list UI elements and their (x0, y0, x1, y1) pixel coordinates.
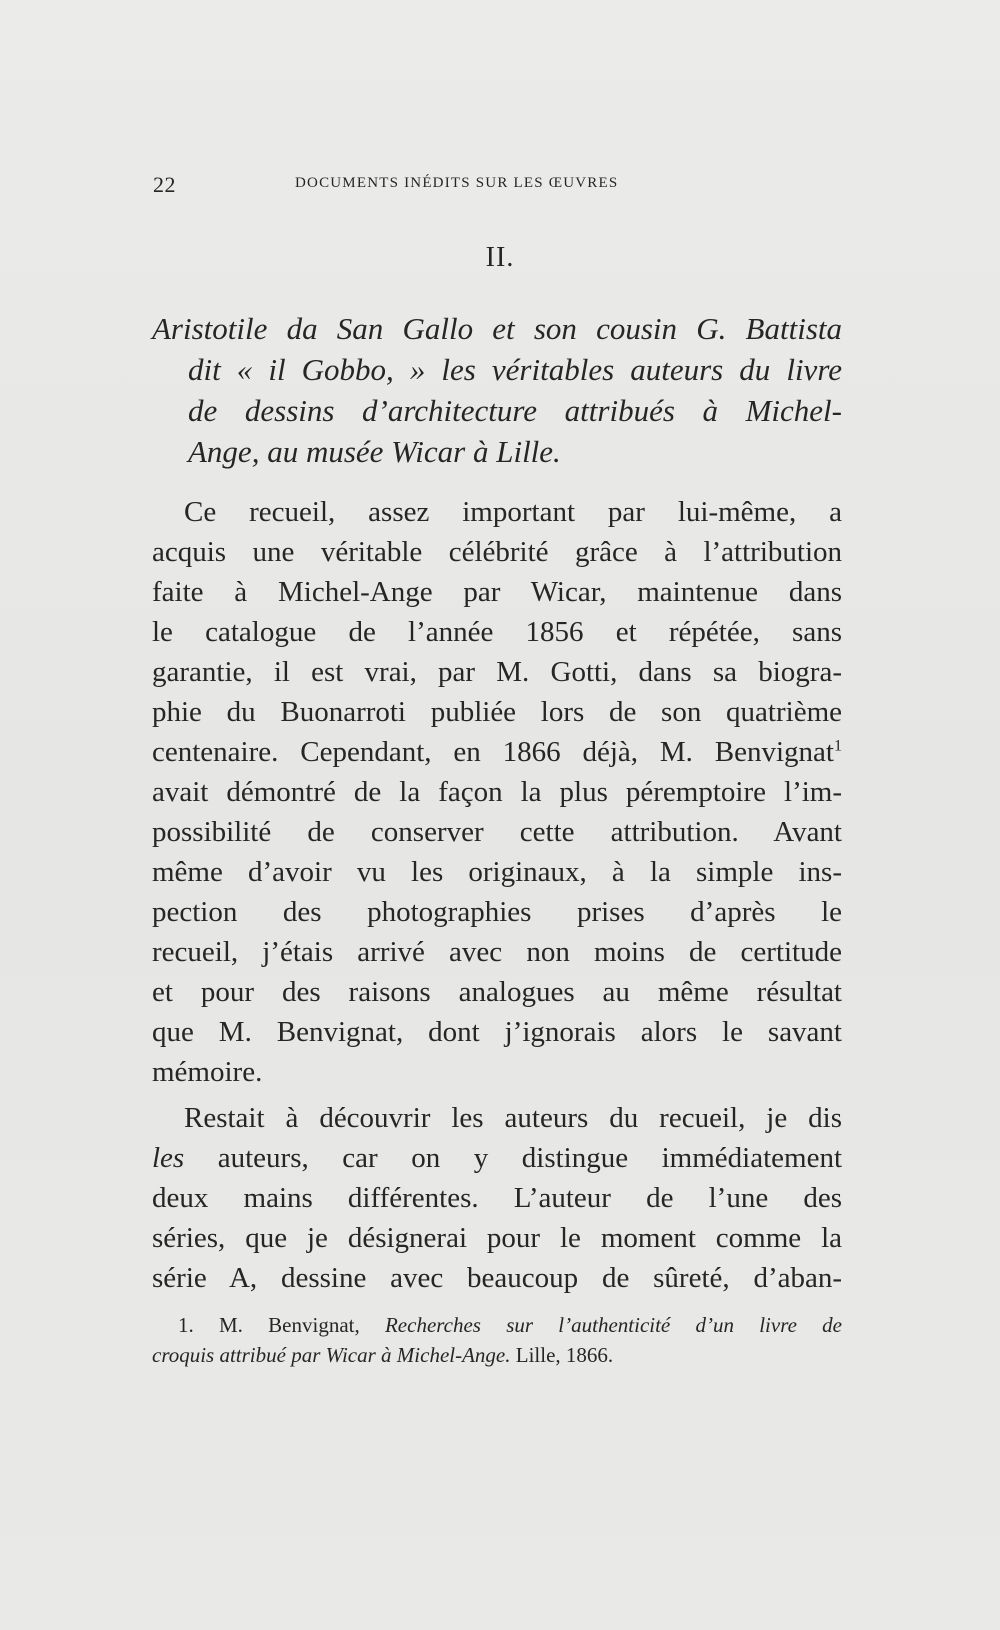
text-line: même d’avoir vu les originaux, à la simple ins- (152, 856, 842, 888)
text-line (152, 1138, 842, 1178)
footnote-suffix: Lille, 1866. (510, 1343, 614, 1367)
text-line: possibilité de conserver cette attribution. Avant (152, 816, 842, 848)
text-line: séries, que je désignerai pour le moment comme la (152, 1222, 842, 1254)
page-header (153, 172, 731, 212)
paragraph-1 (152, 492, 842, 1092)
footnote-prefix: 1. M. Benvignat, (178, 1313, 385, 1337)
text-line: pection des photographies prises d’après le (152, 896, 842, 928)
text-segment-italic: les (152, 1142, 185, 1174)
footnote-title-part: croquis attribué par Wicar à Michel-Ange. (152, 1343, 511, 1367)
text-line: le catalogue de l’année 1856 et répétée, sans (152, 616, 842, 648)
text-line: avait démontré de la façon la plus péremptoire l’im- (152, 776, 842, 808)
text-line: acquis une véritable célébrité grâce à l’attribution (152, 536, 842, 568)
text-line: que M. Benvignat, dont j’ignorais alors le savant (152, 1016, 842, 1048)
text-line: recueil, j’étais arrivé avec non moins de certitude (152, 936, 842, 968)
text-segment: auteurs, car on y distingue immédiatement (184, 1142, 842, 1174)
title-line: de dessins d’architecture attribués à Michel- (188, 393, 842, 428)
text-line: Restait à découvrir les auteurs du recueil, je dis (184, 1102, 842, 1134)
title-line: dit « il Gobbo, » les véritables auteurs du livre (188, 352, 842, 387)
section-number: II. (485, 242, 515, 273)
title-line: Ange, au musée Wicar à Lille. (188, 434, 561, 469)
footnote-reference[interactable]: 1 (834, 737, 842, 755)
text-line: série A, dessine avec beaucoup de sûreté, d’aban- (152, 1262, 842, 1294)
section-title (152, 308, 842, 472)
text-line (152, 732, 842, 772)
text-line: faite à Michel-Ange par Wicar, maintenue dans (152, 576, 842, 608)
text-line: phie du Buonarroti publiée lors de son quatrième (152, 696, 842, 728)
paragraph-2 (152, 1098, 842, 1298)
footnote (152, 1310, 842, 1370)
text-line: garantie, il est vrai, par M. Gotti, dans sa biogra- (152, 656, 842, 688)
footnote-line (152, 1340, 842, 1370)
footnote-line (152, 1310, 842, 1340)
text-line: deux mains différentes. L’auteur de l’une des (152, 1182, 842, 1214)
page-number: 22 (153, 172, 176, 197)
title-line: Aristotile da San Gallo et son cousin G. Battista (152, 311, 842, 346)
footnote-title-part: Recherches sur l’authenticité d’un livre de (384, 1313, 842, 1337)
text-line: mémoire. (152, 1056, 263, 1088)
running-head: DOCUMENTS INÉDITS SUR LES ŒUVRES (295, 175, 619, 191)
text-segment: centenaire. Cependant, en 1866 déjà, M. Benvignat (152, 736, 834, 768)
text-line: et pour des raisons analogues au même résultat (152, 976, 842, 1008)
text-line: Ce recueil, assez important par lui-même, a (184, 496, 842, 528)
body-text (152, 492, 842, 1298)
